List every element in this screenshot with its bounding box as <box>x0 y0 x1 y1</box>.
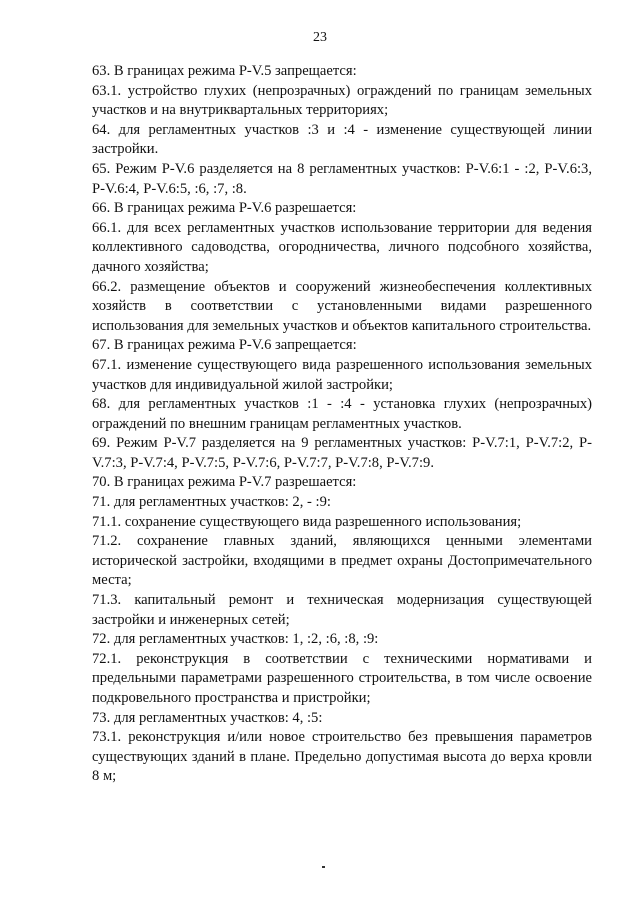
paragraph: 71. для регламентных участков: 2, - :9: <box>92 494 331 511</box>
paragraph: 71.3. капитальный ремонт и техническая модернизация существующей застройки и инженерных сетей; <box>92 592 592 628</box>
paragraph: 63. В границах режима Р-V.5 запрещается: <box>92 63 357 79</box>
paragraph: 63.1. устройство глухих (непрозрачных) ограждений по границам земельных участков и на внутриквартальных территориях; <box>92 82 592 119</box>
paragraph: 65. Режим Р-V.6 разделяется на 8 регламентных участков: Р-V.6:1 - :2, Р-V.6:3, Р-V.6:4, Р-V.6:5, :6, :7, :8. <box>92 160 592 197</box>
paragraph: 73. для регламентных участков: 4, :5: <box>92 709 323 726</box>
paragraph: 67.1. изменение существующего вида разрешенного использования земельных участков для индивидуальной жилой застройки; <box>92 356 592 393</box>
paragraph: 70. В границах режима Р-V.7 разрешается: <box>92 474 357 491</box>
paragraph: 66.1. для всех регламентных участков использование территории для ведения коллективного садоводства, огородничества, личного подсобного хозяйства, дачного хозяйства; <box>92 219 592 275</box>
paragraph: 67. В границах режима Р-V.6 запрещается: <box>92 337 357 354</box>
scan-speck <box>322 866 325 868</box>
paragraph: 72. для регламентных участков: 1, :2, :6, :8, :9: <box>92 631 379 648</box>
paragraph: 64. для регламентных участков :3 и :4 - изменение существующей линии застройки. <box>92 121 592 158</box>
page-number: 23 <box>313 30 327 45</box>
paragraph: 66. В границах режима Р-V.6 разрешается: <box>92 200 357 217</box>
paragraph: 71.2. сохранение главных зданий, являющихся ценными элементами исторической застройки, входящими в предмет охраны Достопримечательного места; <box>92 533 592 589</box>
paragraph: 66.2. размещение объектов и сооружений жизнеобеспечения коллективных хозяйств в соответствии с установленными видами разрешенного использования для земельных участков и объектов капитального строительства. <box>92 278 592 334</box>
paragraph: 68. для регламентных участков :1 - :4 - установка глухих (непрозрачных) ограждений по внешним границам регламентных участков. <box>92 396 592 432</box>
paragraph: 72.1. реконструкция в соответствии с техническими нормативами и предельными параметрами разрешенного строительства, в том числе освоение подкровельного пространства и пристройки; <box>92 650 592 706</box>
paragraph: 73.1. реконструкция и/или новое строительство без превышения параметров существующих зданий в плане. Предельно допустимая высота до верха кровли 8 м; <box>92 729 592 785</box>
document-body <box>92 62 592 787</box>
paragraph: 69. Режим Р-V.7 разделяется на 9 регламентных участков: Р-V.7:1, Р-V.7:2, Р-V.7:3, Р-V.7:4, Р-V.7:5, Р-V.7:6, Р-V.7:7, Р-V.7:8, Р-V.7:9. <box>92 435 592 471</box>
paragraph: 71.1. сохранение существующего вида разрешенного использования; <box>92 513 522 530</box>
